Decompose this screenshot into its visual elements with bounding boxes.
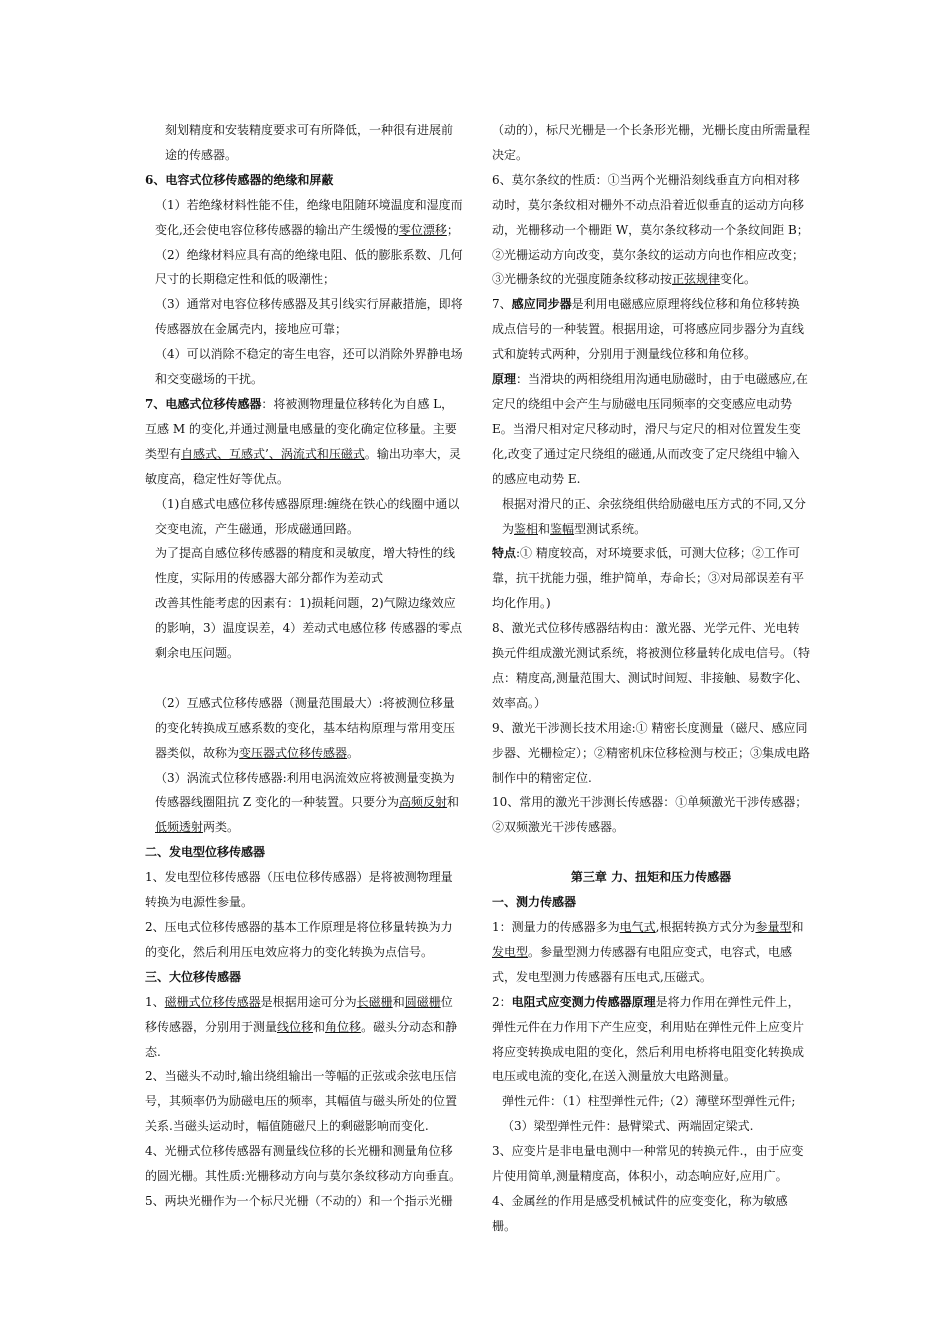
paragraph: 8、激光式位移传感器结构由：激光器、光学元件、光电转换元件组成激光测试系统，将被测位移量转化成电信号。（特点：精度高,测量范围大、测试时间短、非接触、易数字化、效率高。） <box>492 621 811 710</box>
right-column <box>492 118 810 1239</box>
paragraph: （4）可以消除不稳定的寄生电容，还可以消除外界静电场和交变磁场的干扰。 <box>155 347 463 387</box>
paragraph: （3）通常对电容位移传感器及其引线实行屏蔽措施，即将传感器放在金属壳内，接地应可靠； <box>155 297 463 337</box>
paragraph: 3、应变片是非电量电测中一种常见的转换元件.，由于应变片使用简单,测量精度高，体积小，动态响应好,应用广。 <box>492 1144 804 1184</box>
paragraph: 1：测量力的传感器多为电气式,根据转换方式分为参量型和发电型。参量型测力传感器有电阻应变式，电容式，电感式，发电型测力传感器有压电式,压磁式。 <box>492 919 804 984</box>
paragraph: 刻划精度和安装精度要求可有所降低，一种很有进展前途的传感器。 <box>165 123 454 162</box>
spacer <box>492 840 810 865</box>
paragraph: 4、光栅式位移传感器有测量线位移的长光栅和测量角位移的圆光栅。其性质:光栅移动方向与莫尔条纹移动方向垂直。 <box>145 1144 462 1184</box>
paragraph: 2、当磁头不动时,输出绕组输出一等幅的正弦或余弦电压信号，其频率仍为励磁电压的频率，其幅值与磁头所处的位置关系.当磁头运动时，幅值随磁尺上的剩磁影响而变化. <box>145 1069 458 1134</box>
left-column <box>145 118 463 1214</box>
paragraph: （2）互感式位移传感器（测量范围最大）:将被测位移量的变化转换成互感系数的变化，基本结构原理与常用变压器类似，故称为变压器式位移传感器。 <box>155 695 456 760</box>
paragraph: 7、电感式位移传感器：将被测物理量位移转化为自感 L，互感 M 的变化,并通过测量电感量的变化确定位移量。主要类型有自感式、互感式’、涡流式和压磁式。输出功率大，灵敏度高，稳定性好等优点。 <box>145 396 461 486</box>
section-heading: 三、大位移传感器 <box>145 969 242 984</box>
section-heading: 一、测力传感器 <box>492 895 577 910</box>
paragraph: 1、磁栅式位移传感器是根据用途可分为长磁栅和圆磁栅位移传感器，分别用于测量线位移和角位移。磁头分动态和静态. <box>145 994 458 1059</box>
paragraph: 改善其性能考虑的因素有：1)损耗问题，2)气隙边缘效应的影响，3）温度误差，4）差动式电感位移 传感器的零点剩余电压问题。 <box>155 596 463 661</box>
paragraph: 1、发电型位移传感器（压电位移传感器）是将被测物理量转换为电源性参量。 <box>145 870 453 910</box>
heading-capacitive-insulation: 6、电容式位移传感器的绝缘和屏蔽 <box>145 172 334 187</box>
paragraph: 4、金属丝的作用是感受机械试件的应变变化，称为敏感栅。 <box>492 1193 788 1233</box>
paragraph: （1）若绝缘材料性能不佳，绝缘电阻随环境温度和湿度而变化,还会使电容位移传感器的输出产生缓慢的零位漂移； <box>155 197 463 237</box>
paragraph: 原理：当滑块的两相绕组用沟通电励磁时，由于电磁感应,在定尺的绕组中会产生与励磁电压同频率的交变感应电动势 E。当滑尺相对定尺移动时，滑尺与定尺的相对位置发生变化,改变了通过定尺绕组的磁通,从而改变了定尺绕组中输入的感应电动势 E. <box>492 372 808 486</box>
paragraph: 5、两块光栅作为一个标尺光栅（不动的）和一个指示光栅 <box>145 1193 453 1208</box>
paragraph: 2：电阻式应变测力传感器原理是将力作用在弹性元件上，弹性元件在力作用下产生应变，利用贴在弹性元件上应变片将应变转换成电阻的变化，然后利用电桥将电阻变化转换成电压或电流的变化,在送入测量放大电路测量。 <box>492 994 805 1084</box>
paragraph: 特点:① 精度较高，对环境要求低，可测大位移；②工作可靠，抗干扰能力强，维护简单，寿命长；③对局部误差有平均化作用。) <box>492 546 805 611</box>
section-heading: 二、发电型位移传感器 <box>145 845 266 860</box>
chapter-title: 第三章 力、扭矩和压力传感器 <box>570 870 732 885</box>
paragraph: 10、常用的激光干涉测长传感器：①单频激光干涉传感器；②双频激光干涉传感器。 <box>492 795 808 835</box>
paragraph: 根据对滑尺的正、余弦绕组供给励磁电压方式的不同,又分为鉴相和鉴幅型测试系统。 <box>502 496 806 536</box>
paragraph: （3）涡流式位移传感器:利用电涡流效应将被测量变换为传感器线圈阻抗 Z 变化的一种装置。只要分为高频反射和低频透射两类。 <box>155 770 459 835</box>
paragraph: 7、感应同步器是利用电磁感应原理将线位移和角位移转换成点信号的一种装置。根据用途，可将感应同步器分为直线式和旋转式两种，分别用于测量线位移和角位移。 <box>492 297 805 362</box>
paragraph: 6、莫尔条纹的性质：①当两个光栅沿刻线垂直方向相对移动时，莫尔条纹相对栅外不动点沿着近似垂直的运动方向移动，光栅移动一个栅距 W，莫尔条纹移动一个条纹间距 B；②光栅运动方向改变，莫尔条纹的运动方向也作相应改变；③光栅条纹的光强度随条纹移动按正弦规律变化。 <box>492 172 809 287</box>
spacer <box>145 666 463 691</box>
paragraph: 为了提高自感位移传感器的精度和灵敏度，增大特性的线性度，实际用的传感器大部分都作为差动式 <box>155 546 456 586</box>
paragraph: （2）绝缘材料应具有高的绝缘电阻、低的膨胀系数、几何尺寸的长期稳定性和低的吸潮性； <box>155 247 463 287</box>
paragraph: 弹性元件：（1）柱型弹性元件;（2）薄壁环型弹性元件;（3）梁型弹性元件：悬臂梁式、两端固定梁式. <box>502 1094 796 1134</box>
paragraph: （1)自感式电感位移传感器原理:缠绕在铁心的线圈中通以交变电流，产生磁通，形成磁通回路。 <box>155 496 460 536</box>
paragraph: 9、激光干涉测长技术用途:① 精密长度测量（磁尺、感应同步器、光栅检定）；②精密机床位移检测与校正；③集成电路制作中的精密定位. <box>492 720 811 785</box>
paragraph: （动的），标尺光栅是一个长条形光栅，光栅长度由所需量程决定。 <box>492 123 811 162</box>
paragraph: 2、压电式位移传感器的基本工作原理是将位移量转换为力的变化，然后利用压电效应将力的变化转换为点信号。 <box>145 919 453 959</box>
